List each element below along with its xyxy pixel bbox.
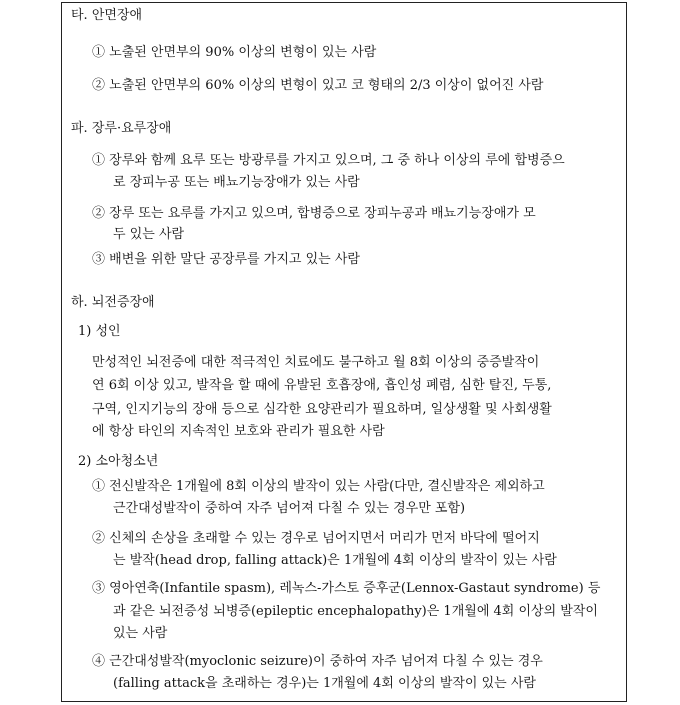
section-ha-child-item-1-line-2: 근간대성발작이 중하여 자주 넘어져 다칠 수 있는 경우만 포함) (113, 501, 466, 516)
section-ha-child-item-3-line-1: ③ 영아연축(Infantile spasm), 레녹스-가스토 증후군(Lennox-Gastaut syndrome) 등 (92, 581, 601, 596)
section-ha-child-item-3-line-2: 과 같은 뇌전증성 뇌병증(epileptic encephalopathy)은 1개월에 4회 이상의 발작이 (113, 604, 598, 619)
section-ha-adult-line-4: 에 항상 타인의 지속적인 보호와 관리가 필요한 사람 (92, 424, 385, 439)
document-frame (61, 2, 627, 702)
section-ha-child-item-1-line-1: ① 전신발작은 1개월에 8회 이상의 발작이 있는 사람(다만, 결신발작은 제외하고 (92, 479, 545, 494)
section-pa-item-2-line-2: 두 있는 사람 (113, 227, 185, 242)
section-ha-adult-title: 1) 성인 (78, 324, 121, 339)
section-ha-child-item-4-line-1: ④ 근간대성발작(myoclonic seizure)이 중하여 자주 넘어져 다칠 수 있는 경우 (92, 654, 543, 669)
section-ha-title: 하. 뇌전증장애 (71, 295, 155, 310)
section-ta-item-2: ② 노출된 안면부의 60% 이상의 변형이 있고 코 형태의 2/3 이상이 없어진 사람 (92, 78, 544, 93)
section-ha-child-item-4-line-2: (falling attack을 초래하는 경우)는 1개월에 4회 이상의 발작이 있는 사람 (113, 676, 536, 691)
section-ha-child-item-3-line-3: 있는 사람 (113, 626, 168, 641)
section-pa-item-3: ③ 배변을 위한 말단 공장루를 가지고 있는 사람 (92, 252, 360, 267)
section-pa-title: 파. 장루·요루장애 (71, 121, 172, 136)
section-ha-adult-line-1: 만성적인 뇌전증에 대한 적극적인 치료에도 불구하고 월 8회 이상의 중증발작이 (92, 355, 540, 370)
section-ha-child-item-2-line-2: 는 발작(head drop, falling attack)은 1개월에 4회 이상의 발작이 있는 사람 (113, 553, 557, 568)
section-pa-item-1-line-2: 로 장피누공 또는 배뇨기능장애가 있는 사람 (113, 175, 360, 190)
section-ha-child-item-2-line-1: ② 신체의 손상을 초래할 수 있는 경우로 넘어지면서 머리가 먼저 바닥에 떨어지 (92, 531, 540, 546)
section-pa-item-1-line-1: ① 장루와 함께 요루 또는 방광루를 가지고 있으며, 그 중 하나 이상의 루에 합병증으 (92, 153, 565, 168)
section-ta-item-1: ① 노출된 안면부의 90% 이상의 변형이 있는 사람 (92, 45, 377, 60)
section-ha-adult-line-2: 연 6회 이상 있고, 발작을 할 때에 유발된 호흡장애, 흡인성 폐렴, 심한 탈진, 두통, (92, 378, 552, 393)
section-ta-title: 타. 안면장애 (71, 8, 143, 23)
section-pa-item-2-line-1: ② 장루 또는 요루를 가지고 있으며, 합병증으로 장피누공과 배뇨기능장애가 모 (92, 206, 536, 221)
section-ha-adult-line-3: 구역, 인지기능의 장애 등으로 심각한 요양관리가 필요하며, 일상생활 및 사회생활 (92, 402, 552, 417)
section-ha-child-title: 2) 소아청소년 (78, 454, 159, 469)
